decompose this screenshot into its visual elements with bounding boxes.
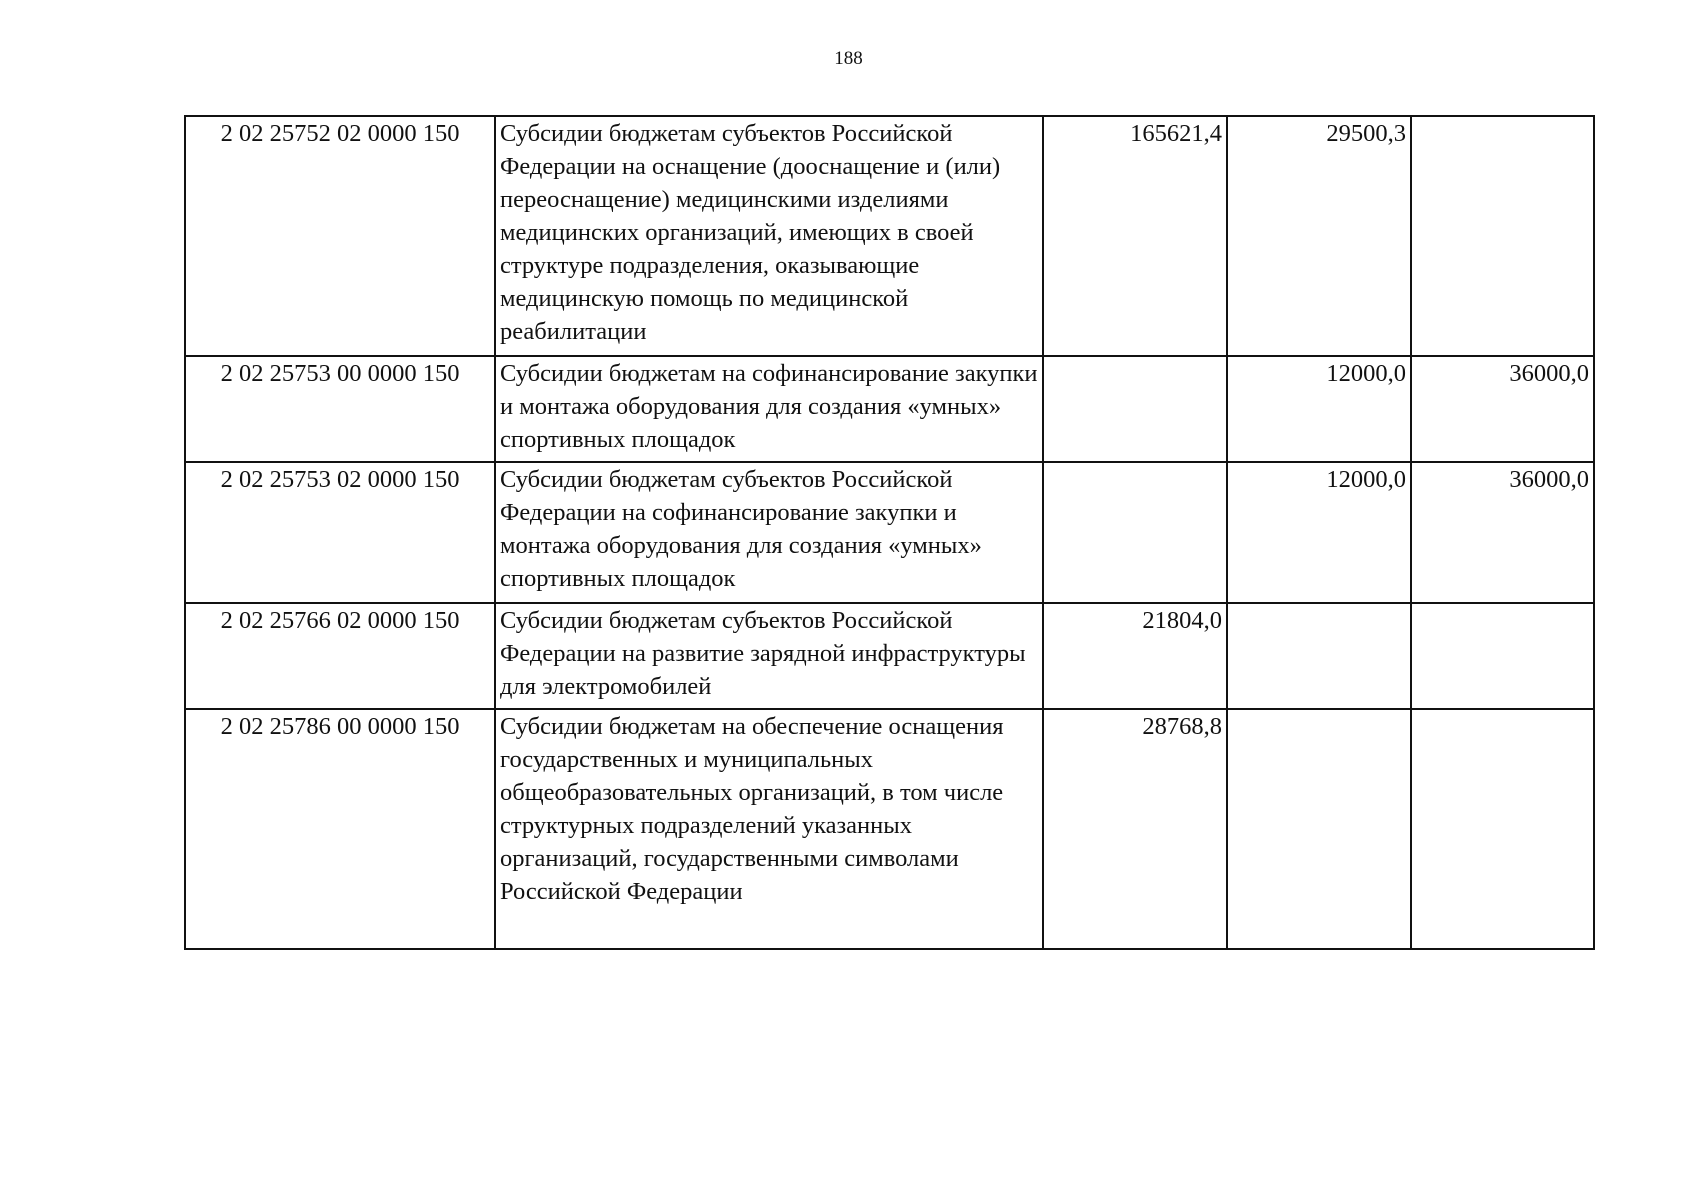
amount-cell-3: 36000,0 <box>1411 356 1594 462</box>
budget-code-cell: 2 02 25786 00 0000 150 <box>185 709 495 949</box>
description-cell: Субсидии бюджетам субъектов Российской Федерации на оснащение (дооснащение и (или) переоснащение) медицинскими изделиями медицинских организаций, имеющих в своей структуре подразделения, оказывающие медицинскую помощь по медицинской реабилитации <box>495 116 1043 356</box>
table-row <box>185 462 1594 603</box>
amount-cell-3 <box>1411 709 1594 949</box>
budget-code-cell: 2 02 25752 02 0000 150 <box>185 116 495 356</box>
table-row <box>185 603 1594 709</box>
amount-cell-2 <box>1227 709 1411 949</box>
amount-cell-1: 21804,0 <box>1043 603 1227 709</box>
amount-cell-2 <box>1227 603 1411 709</box>
amount-cell-1 <box>1043 356 1227 462</box>
amount-cell-1: 28768,8 <box>1043 709 1227 949</box>
amount-cell-2: 12000,0 <box>1227 462 1411 603</box>
description-cell: Субсидии бюджетам на софинансирование закупки и монтажа оборудования для создания «умных» спортивных площадок <box>495 356 1043 462</box>
description-cell: Субсидии бюджетам субъектов Российской Федерации на развитие зарядной инфраструктуры для электромобилей <box>495 603 1043 709</box>
amount-cell-1 <box>1043 462 1227 603</box>
amount-cell-2: 29500,3 <box>1227 116 1411 356</box>
budget-code-cell: 2 02 25753 02 0000 150 <box>185 462 495 603</box>
description-cell: Субсидии бюджетам субъектов Российской Федерации на софинансирование закупки и монтажа оборудования для создания «умных» спортивных площадок <box>495 462 1043 603</box>
table-row <box>185 356 1594 462</box>
table-row <box>185 709 1594 949</box>
amount-cell-3 <box>1411 116 1594 356</box>
amount-cell-1: 165621,4 <box>1043 116 1227 356</box>
page-number: 188 <box>834 48 863 69</box>
amount-cell-3 <box>1411 603 1594 709</box>
amount-cell-3: 36000,0 <box>1411 462 1594 603</box>
budget-table <box>184 115 1595 950</box>
description-cell: Субсидии бюджетам на обеспечение оснащения государственных и муниципальных общеобразовательных организаций, в том числе структурных подразделений указанных организаций, государственными символами Российской Федерации <box>495 709 1043 949</box>
amount-cell-2: 12000,0 <box>1227 356 1411 462</box>
budget-code-cell: 2 02 25753 00 0000 150 <box>185 356 495 462</box>
table-row <box>185 116 1594 356</box>
budget-code-cell: 2 02 25766 02 0000 150 <box>185 603 495 709</box>
